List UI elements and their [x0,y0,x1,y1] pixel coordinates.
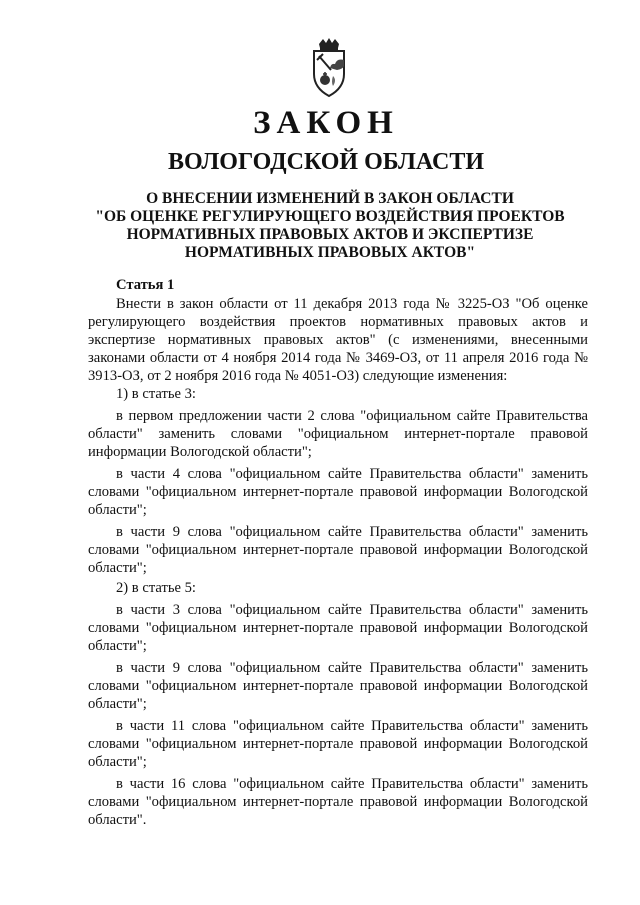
region-name: ВОЛОГОДСКОЙ ОБЛАСТИ [167,149,485,175]
article-heading: Статья 1 [116,277,175,293]
paragraph: Внести в закон области от 11 декабря 2013 года № 3225-ОЗ "Об оценке регулирующего воздействия проектов нормативных правовых актов и экспертизе нормативных правовых актов" (с изменениями, внесенными законами области от 4 ноября 2014 года № 3469-ОЗ, от 11 апреля 2016 года № 3913-ОЗ, от 2 ноября 2016 года № 4051-ОЗ) следующие изменения: [88,296,588,384]
law-subject-title [60,190,600,262]
paragraph: 2) в статье 5: [116,580,196,596]
title-line: НОРМАТИВНЫХ ПРАВОВЫХ АКТОВ" [184,244,476,261]
paragraph: в части 4 слова "официальном сайте Правительства области" заменить словами "официальном интернет-портале правовой информации Вологодской области"; [88,466,588,518]
paragraph: в части 16 слова "официальном сайте Правительства области" заменить словами "официальном интернет-портале правовой информации Вологодской области". [88,776,588,828]
law-title: ЗАКОН [253,105,399,141]
paragraph: в части 11 слова "официальном сайте Правительства области" заменить словами "официальном интернет-портале правовой информации Вологодской области"; [88,718,588,770]
paragraph: 1) в статье 3: [116,386,196,402]
title-line: НОРМАТИВНЫХ ПРАВОВЫХ АКТОВ И ЭКСПЕРТИЗЕ [126,226,534,243]
document-body [88,276,588,829]
paragraph: в первом предложении части 2 слова "официальном сайте Правительства области" заменить словами "официальном интернет-портале правовой информации Вологодской области"; [88,408,588,460]
paragraph: в части 9 слова "официальном сайте Правительства области" заменить словами "официальном интернет-портале правовой информации Вологодской области"; [88,660,588,712]
paragraph: в части 3 слова "официальном сайте Правительства области" заменить словами "официальном интернет-портале правовой информации Вологодской области"; [88,602,588,654]
paragraph: в части 9 слова "официальном сайте Правительства области" заменить словами "официальном интернет-портале правовой информации Вологодской области"; [88,524,588,576]
title-line: "ОБ ОЦЕНКЕ РЕГУЛИРУЮЩЕГО ВОЗДЕЙСТВИЯ ПРОЕКТОВ [95,208,565,225]
title-line: О ВНЕСЕНИИ ИЗМЕНЕНИЙ В ЗАКОН ОБЛАСТИ [146,190,514,207]
coat-of-arms-icon [297,36,361,100]
